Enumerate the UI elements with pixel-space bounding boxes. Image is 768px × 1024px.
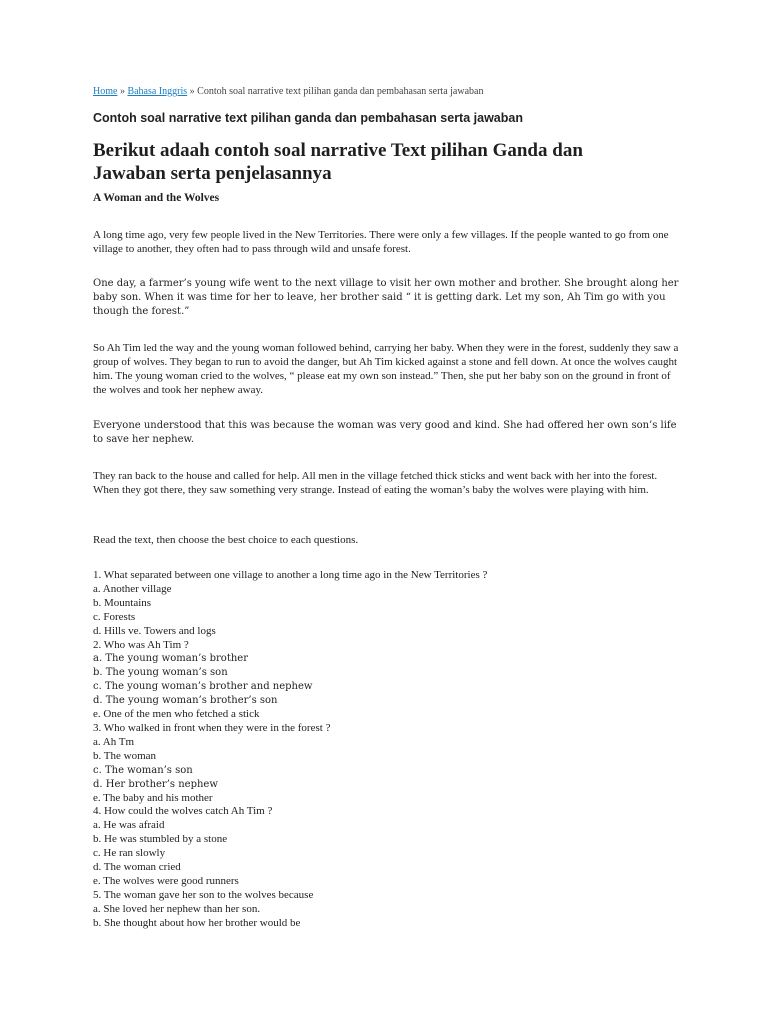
answer-option: b. The young woman’s son xyxy=(93,667,228,679)
answer-option: c. The woman’s son xyxy=(93,764,193,776)
answer-option: b. He was stumbled by a stone xyxy=(93,833,228,846)
breadcrumb-current: Contoh soal narrative text pilihan ganda dan pembahasan serta jawaban xyxy=(197,86,484,97)
question-item: 1. What separated between one village to another a long time ago in the New Territories ? xyxy=(93,569,488,581)
answer-option: b. Mountains xyxy=(93,596,152,609)
story-paragraph: One day, a farmer’s young wife went to the next village to visit her own mother and brother. She brought along her baby son. When it was time for her to leave, her brother said “ it is getting dark. Let my son, Ah Tim go with you though the forest.” xyxy=(93,278,679,317)
answer-option: a. Another village xyxy=(93,582,172,595)
answer-option: a. He was afraid xyxy=(93,819,165,832)
answer-option: b. The woman xyxy=(93,749,157,762)
question-item: 3. Who walked in front when they were in the forest ? xyxy=(93,721,331,734)
answer-option: c. He ran slowly xyxy=(93,847,166,860)
breadcrumb-separator: » xyxy=(119,86,125,97)
breadcrumb-home-link[interactable]: Home xyxy=(93,86,118,97)
story-paragraph: Everyone understood that this was because the woman was very good and kind. She had offered her own son’s life to save her nephew. xyxy=(93,420,677,445)
story-title: A Woman and the Wolves xyxy=(93,192,220,204)
breadcrumb-category-link[interactable]: Bahasa Inggris xyxy=(127,86,188,97)
question-item: 4. How could the wolves catch Ah Tim ? xyxy=(93,805,273,818)
instruction-text: Read the text, then choose the best choice to each questions. xyxy=(93,534,359,546)
answer-option: e. The baby and his mother xyxy=(93,791,213,804)
answer-option: a. She loved her nephew than her son. xyxy=(93,902,261,915)
story-paragraph: So Ah Tim led the way and the young woman followed behind, carrying her baby. When they were in the forest, suddenly they saw a group of wolves. They began to run to avoid the danger, but Ah Tim kicked against a stone and fell down. At once the wolves caught him. The young woman cried to the wolves, “ please eat my own son instead.” Then, she put her baby son on the ground in front of the wolves and took her nephew away. xyxy=(93,342,679,396)
breadcrumb xyxy=(93,86,483,97)
answer-option: d. Her brother’s nephew xyxy=(93,778,218,790)
post-title: Contoh soal narrative text pilihan ganda dan pembahasan serta jawaban xyxy=(93,111,523,125)
question-item: 5. The woman gave her son to the wolves because xyxy=(93,888,314,901)
breadcrumb-separator: » xyxy=(189,86,195,97)
answer-option: b. She thought about how her brother would be xyxy=(93,916,301,929)
answer-option: d. Hills ve. Towers and logs xyxy=(93,624,216,637)
question-item: 2. Who was Ah Tim ? xyxy=(93,638,189,651)
answer-option: c. The young woman’s brother and nephew xyxy=(93,681,313,693)
answer-option: e. The wolves were good runners xyxy=(93,874,239,887)
answer-option: e. One of the men who fetched a stick xyxy=(93,708,260,721)
answer-option: d. The young woman’s brother’s son xyxy=(93,695,278,707)
answer-option: a. The young woman’s brother xyxy=(93,653,248,665)
answer-option: a. Ah Tm xyxy=(93,735,135,748)
answer-option: d. The woman cried xyxy=(93,861,181,874)
story-paragraph: A long time ago, very few people lived in the New Territories. There were only a few villages. If the people wanted to go from one village to another, they often had to pass through wild and unsafe forest. xyxy=(93,229,669,255)
story-paragraph: They ran back to the house and called for help. All men in the village fetched thick sticks and went back with her into the forest. When they got there, they saw something very strange. Instead of eating the woman’s baby the wolves were playing with him. xyxy=(93,470,658,496)
answer-option: c. Forests xyxy=(93,610,136,623)
page-title: Berikut adaah contoh soal narrative Text pilihan Ganda dan Jawaban serta penjelasannya xyxy=(93,140,583,184)
question-list xyxy=(93,569,487,931)
